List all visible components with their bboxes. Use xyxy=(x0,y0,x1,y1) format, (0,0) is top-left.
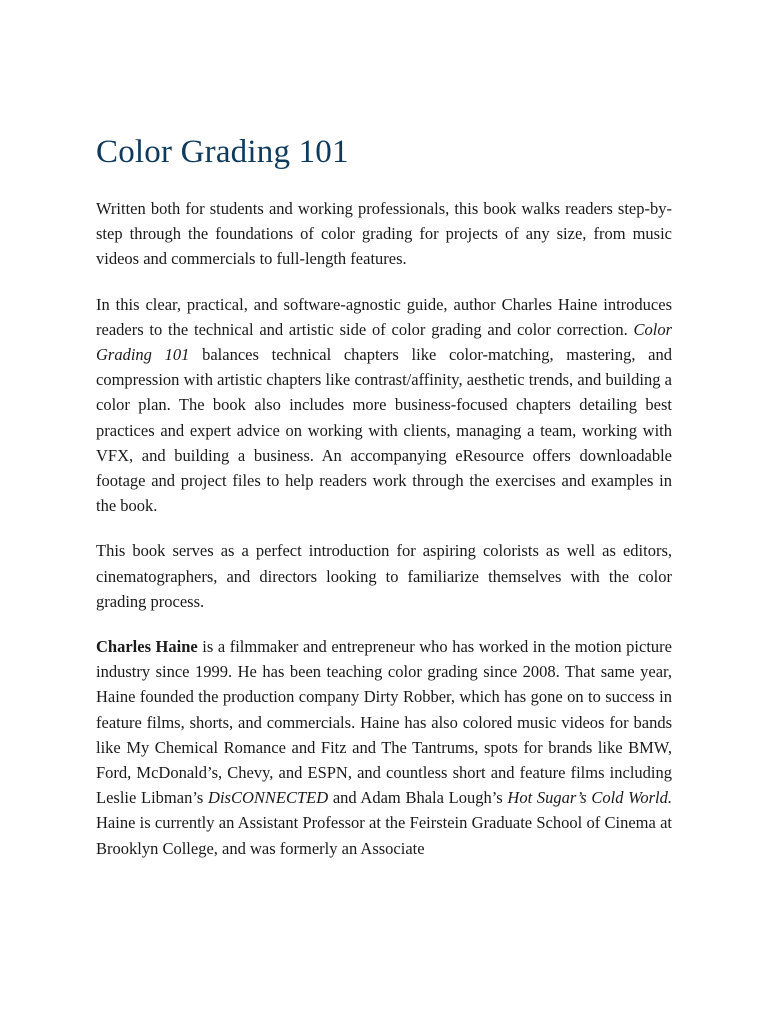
paragraph-guide-text-2: balances technical chapters like color-matching, mastering, and compression with artistic chapters like contrast/affinity, aesthetic trends, and building a color plan. The book also includes more business-focused chapters detailing best practices and expert advice on working with clients, managing a team, working with VFX, and building a business. An accompanying eResource offers downloadable footage and project files to help readers work through the exercises and examples in the book. xyxy=(96,345,673,516)
author-bio-text-2: and Adam Bhala Lough’s xyxy=(328,788,508,808)
page-title: Color Grading 101 xyxy=(96,134,349,170)
document-content xyxy=(96,132,672,881)
author-bio-text-3: Haine is currently an Assistant Professor at the Feirstein Graduate School of Cinema at Brooklyn College, and was formerly an Associate xyxy=(96,813,672,858)
book-title-italic: Color Grading 101 xyxy=(96,319,672,365)
film-title-hot-sugars-cold-world: Hot Sugar’s Cold World. xyxy=(507,788,672,808)
author-name: Charles Haine xyxy=(96,637,198,657)
paragraph-audience: This book serves as a perfect introduction for aspiring colorists as well as editors, cinematographers, and directors looking to familiarize themselves with the color grading process. xyxy=(96,541,672,611)
paragraph-author-bio xyxy=(96,634,672,861)
paragraph-guide xyxy=(96,292,672,519)
paragraph-guide-text-1: In this clear, practical, and software-agnostic guide, author Charles Haine introduces readers to the technical and artistic side of color grading and color correction. xyxy=(96,294,672,339)
paragraph-intro: Written both for students and working professionals, this book walks readers step-by-step through the foundations of color grading for projects of any size, from music videos and commercials to full-length features. xyxy=(96,199,672,269)
author-bio-text-1: is a filmmaker and entrepreneur who has worked in the motion picture industry since 1999. He has been teaching color grading since 2008. That same year, Haine founded the production company Dirty Robber, which has gone on to success in feature films, shorts, and commercials. Haine has also colored music videos for bands like My Chemical Romance and Fitz and The Tantrums, spots for brands like BMW, Ford, McDonald’s, Chevy, and ESPN, and countless short and feature films including Leslie Libman’s xyxy=(96,637,672,808)
film-title-disconnected: DisCONNECTED xyxy=(208,788,329,808)
